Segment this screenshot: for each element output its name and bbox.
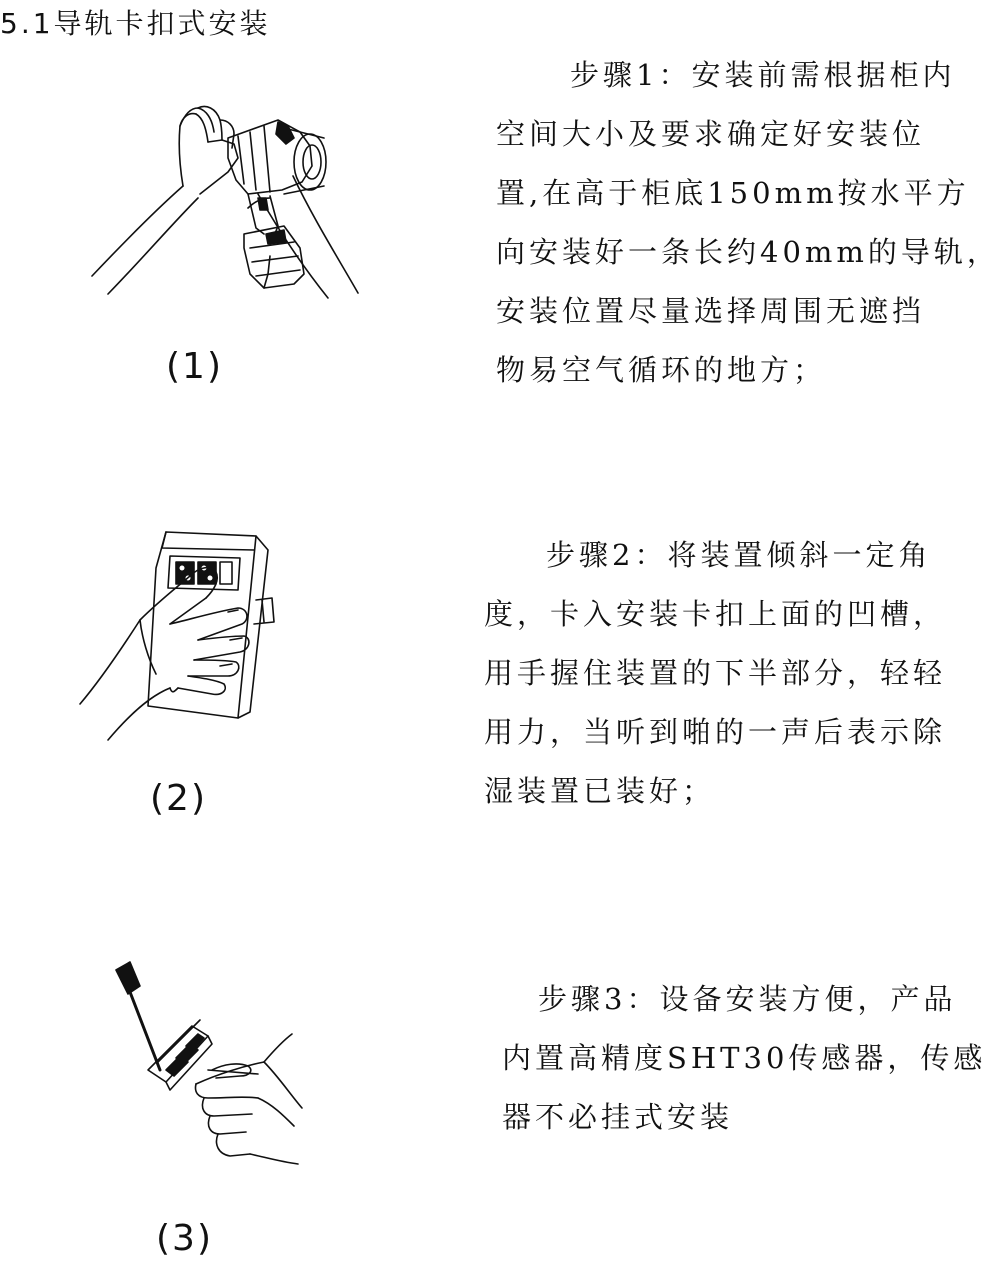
step-3-line: 内置高精度SHT30传感器，传感: [502, 1041, 987, 1075]
step-2-line: 步骤2：将装置倾斜一定角: [546, 538, 932, 572]
step-2-caption: (2): [150, 778, 207, 819]
step-1-line: 物易空气循环的地方；: [496, 353, 827, 387]
step-1-line: 向安装好一条长约40mm的导轨，: [496, 235, 1000, 269]
step-3-caption: (3): [156, 1218, 213, 1259]
step-1-line: 空间大小及要求确定好安装位: [496, 117, 926, 151]
step-1-caption: (1): [166, 346, 223, 387]
step-1-line: 置,在高于柜底150mm按水平方: [496, 176, 970, 210]
section-title: 5.1导轨卡扣式安装: [0, 7, 271, 40]
step-2-text: [484, 526, 946, 821]
step-1-text: [496, 46, 1000, 400]
step-1-line: 安装位置尽量选择周围无遮挡: [496, 294, 926, 328]
drill-illustration: [88, 98, 363, 303]
step-3-line: 步骤3：设备安装方便，产品: [538, 982, 957, 1016]
terminal-screwdriver-illustration: [108, 958, 308, 1168]
step-2-line: 度，卡入安装卡扣上面的凹槽，: [484, 597, 947, 631]
step-2-line: 用手握住装置的下半部分，轻轻: [484, 656, 947, 690]
step-2-line: 用力，当听到啪的一声后表示除: [484, 715, 947, 749]
step-3-text: [502, 970, 986, 1147]
step-1-line: 步骤1：安装前需根据柜内: [570, 58, 956, 92]
step-2-line: 湿装置已装好；: [484, 774, 716, 808]
device-mounting-illustration: [78, 528, 278, 746]
step-3-line: 器不必挂式安装: [502, 1100, 734, 1134]
